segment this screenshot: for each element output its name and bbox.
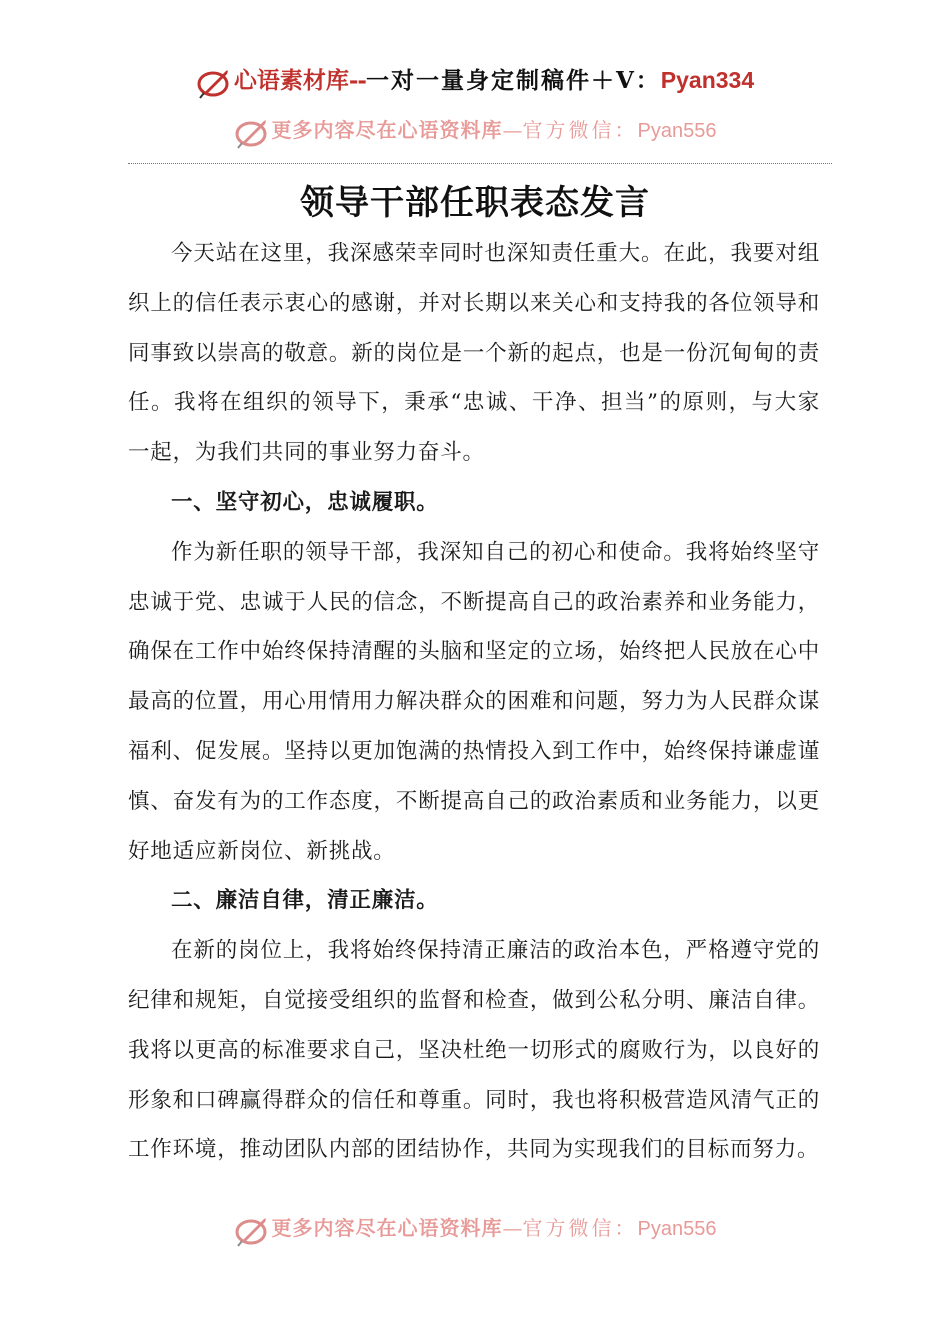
subheader-wechat-id: Pyan556 [637, 120, 717, 142]
subheader-label: 官方微信： [522, 118, 638, 142]
page-subheader [0, 112, 950, 149]
quill-logo-icon [196, 65, 232, 99]
footer-separator: — [502, 1216, 523, 1240]
paragraph-intro: 今天站在这里，我深感荣幸同时也深知责任重大。在此，我要对组织上的信任表示衷心的感谢，并对长期以来关心和支持我的各位领导和同事致以崇高的敬意。新的岗位是一个新的起点，也是一份沉甸甸的责任。我将在组织的领导下，秉承“忠诚、干净、担当”的原则，与大家一起，为我们共同的事业努力奋斗。 [128, 241, 820, 466]
footer-label: 官方微信： [522, 1216, 638, 1240]
subheader-separator: — [502, 118, 523, 142]
page-header [0, 62, 950, 99]
header-wechat-id: Pyan334 [660, 67, 755, 93]
page-footer [0, 1210, 950, 1247]
document-body [128, 229, 820, 1175]
section-heading-2: 二、廉洁自律，清正廉洁。 [171, 888, 439, 914]
footer-wechat-id: Pyan556 [637, 1218, 717, 1240]
subheader-text: 更多内容尽在心语资料库 [271, 118, 503, 142]
quill-logo-icon [234, 115, 270, 149]
header-slogan: 一对一量身定制稿件＋V： [365, 67, 661, 94]
header-brand: 心语素材库 [233, 67, 349, 94]
paragraph-section-2: 在新的岗位上，我将始终保持清正廉洁的政治本色，严格遵守党的纪律和规矩，自觉接受组织的监督和检查，做到公私分明、廉洁自律。我将以更高的标准要求自己，坚决杜绝一切形式的腐败行为，以良好的形象和口碑赢得群众的信任和尊重。同时，我也将积极营造风清气正的工作环境，推动团队内部的团结协作，共同为实现我们的目标而努力。 [128, 938, 820, 1163]
document-title: 领导干部任职表态发言 [300, 183, 650, 223]
quill-logo-icon [234, 1213, 270, 1247]
header-divider [128, 163, 832, 164]
paragraph-section-1: 作为新任职的领导干部，我深知自己的初心和使命。我将始终坚守忠诚于党、忠诚于人民的信念，不断提高自己的政治素养和业务能力，确保在工作中始终保持清醒的头脑和坚定的立场，始终把人民放在心中最高的位置，用心用情用力解决群众的困难和问题，努力为人民群众谋福利、促发展。坚持以更加饱满的热情投入到工作中，始终保持谦虚谨慎、奋发有为的工作态度，不断提高自己的政治素质和业务能力，以更好地适应新岗位、新挑战。 [128, 539, 820, 864]
header-dash: -- [348, 67, 366, 94]
section-heading-1: 一、坚守初心，忠诚履职。 [171, 489, 439, 515]
footer-text: 更多内容尽在心语资料库 [271, 1216, 503, 1240]
